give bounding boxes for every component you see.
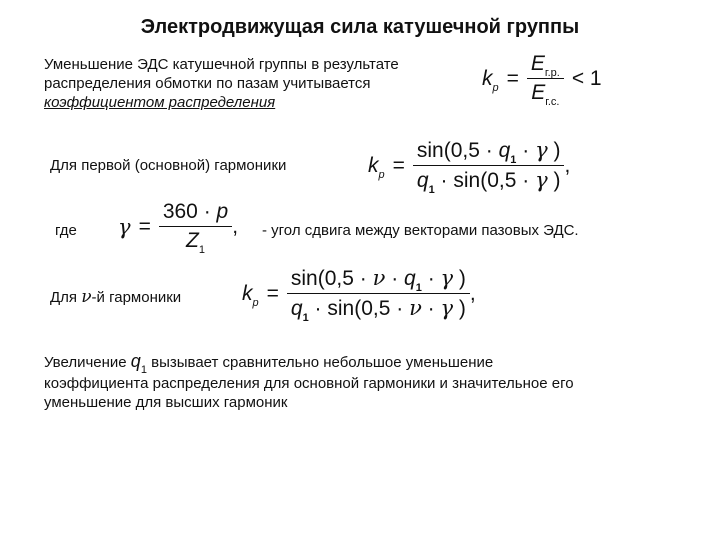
where-label: где xyxy=(55,222,77,239)
comma: , xyxy=(469,281,476,305)
emf-ratio-fraction: $\frac{E_{г.р.}}{E_{г.с.}}$ xyxy=(527,52,564,105)
intro-line-2: распределения обмотки по пазам учитывается xyxy=(44,75,371,92)
equals-sign: = xyxy=(392,153,405,177)
formula-harmonic xyxy=(242,266,476,324)
equals-sign: = xyxy=(266,281,279,305)
intro-term: коэффициентом распределения xyxy=(44,94,276,111)
conclusion-line-2: коэффициента распределения для основной гармоники и значительное его xyxy=(44,375,574,392)
conclusion-text xyxy=(44,352,574,412)
comma: , xyxy=(232,214,239,238)
kr-symbol: $k_р$ xyxy=(482,66,499,94)
kr-symbol: $k_р$ xyxy=(368,153,385,181)
intro-line-1: Уменьшение ЭДС катушечной группы в результате xyxy=(44,56,399,73)
conclusion-line-3: уменьшение для высших гармоник xyxy=(44,394,288,411)
intro-text xyxy=(44,55,399,112)
comma: , xyxy=(564,153,571,177)
equals-sign: = xyxy=(506,66,519,90)
conclusion-line-1: Увеличение $q_1$ вызывает сравнительно небольшое уменьшение xyxy=(44,351,494,376)
gamma-symbol: γ xyxy=(118,214,131,239)
equals-sign: = xyxy=(138,214,151,238)
harmonic-fraction: $\frac{\sin(0,5 \cdot \nu \cdot q_1 \cdot \gamma )}{q_1 \cdot \sin(0,5 \cdot \nu \cdot \gamma )}$ xyxy=(287,266,470,321)
gamma-fraction: $\frac{360 \cdot p}{Z_1}$ xyxy=(159,200,232,253)
less-than-one: < 1 xyxy=(571,66,602,90)
fundamental-label: Для первой (основной) гармоники xyxy=(50,157,287,174)
harmonic-label: Для ν-й гармоники xyxy=(50,287,182,307)
gamma-description: - угол сдвига между векторами пазовых ЭДС. xyxy=(262,222,579,239)
formula-kr-definition xyxy=(482,52,602,108)
formula-gamma xyxy=(118,200,239,256)
page-title: Электродвижущая сила катушечной группы xyxy=(140,16,580,38)
fundamental-fraction: $\frac{\sin(0,5 \cdot q_1 \cdot \gamma )}{q_1 \cdot \sin(0,5 \cdot \gamma )}$ xyxy=(413,138,565,193)
kr-symbol: $k_р$ xyxy=(242,281,259,309)
formula-fundamental xyxy=(368,138,571,196)
